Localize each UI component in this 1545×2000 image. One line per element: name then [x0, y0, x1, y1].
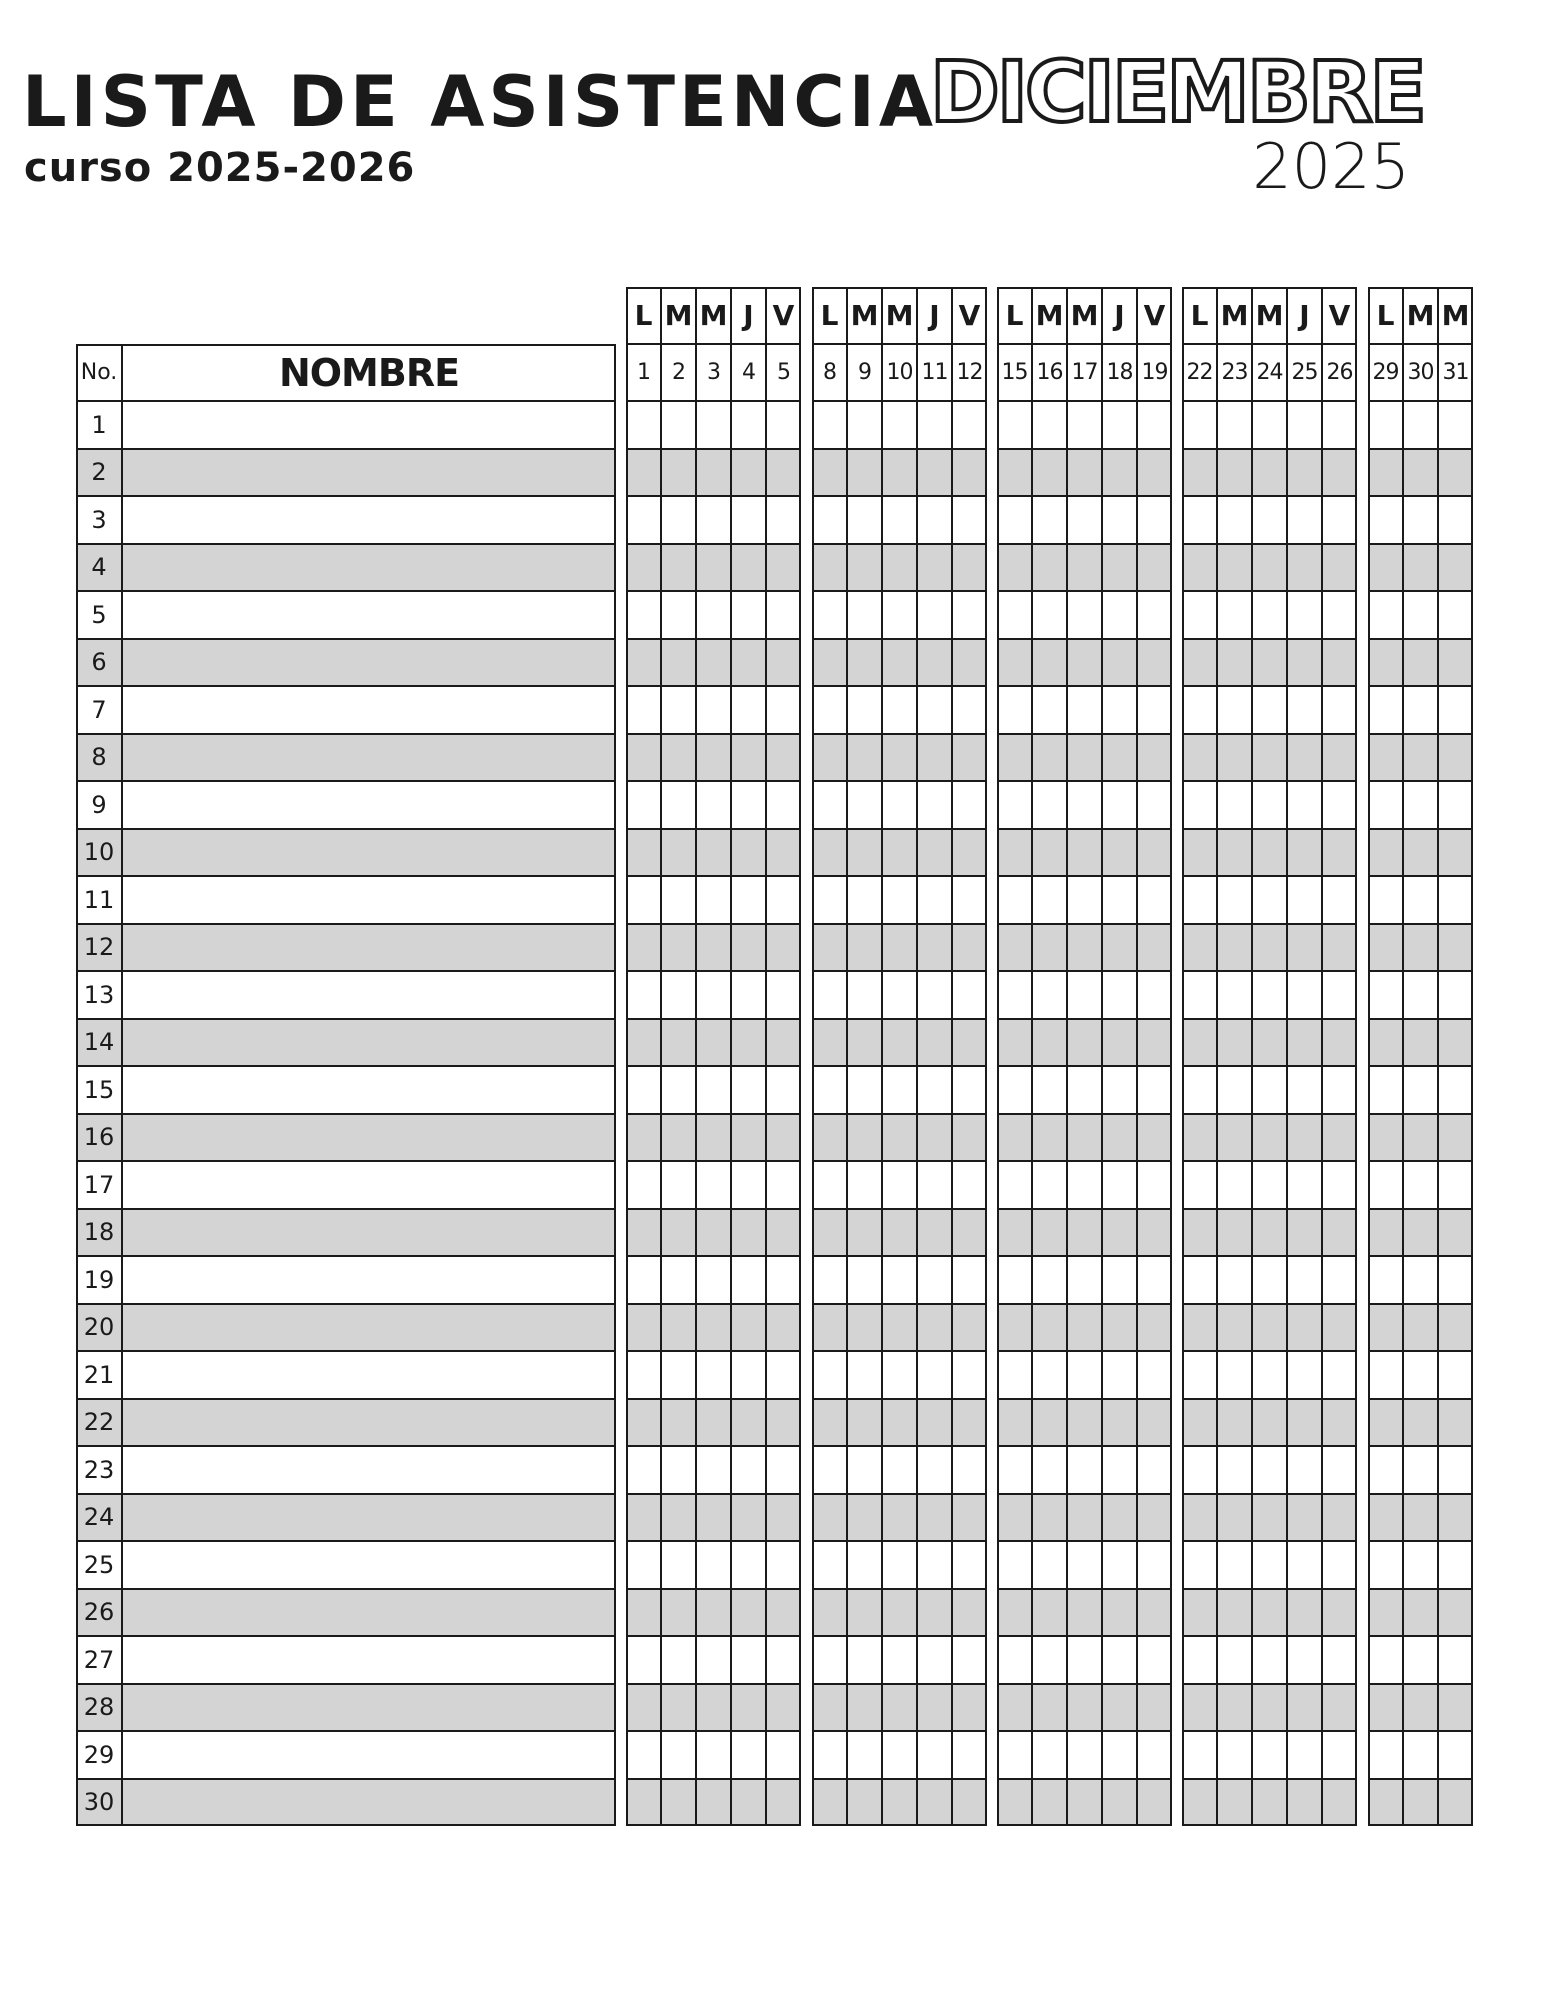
roster-border — [76, 344, 616, 1826]
day-number-label: 18 — [1106, 360, 1133, 385]
row-number: 21 — [83, 1360, 115, 1389]
row-number: 30 — [83, 1788, 115, 1817]
row-number: 20 — [83, 1313, 115, 1342]
weekday-label: J — [1114, 299, 1125, 332]
row-number: 7 — [91, 695, 107, 724]
day-number-label: 4 — [742, 360, 755, 385]
weekday-label: L — [1376, 299, 1395, 332]
row-number: 16 — [83, 1123, 115, 1152]
row-number: 10 — [83, 838, 115, 867]
day-number-label: 3 — [707, 360, 720, 385]
day-number-label: 19 — [1141, 360, 1168, 385]
weekday-label: J — [929, 299, 940, 332]
weekday-label: J — [1299, 299, 1310, 332]
weekday-label: L — [634, 299, 653, 332]
weekday-label: V — [772, 299, 795, 332]
no-header-label: No. — [80, 360, 118, 385]
row-number: 3 — [91, 505, 107, 534]
row-number: 23 — [83, 1455, 115, 1484]
day-number-label: 26 — [1326, 360, 1353, 385]
row-number: 18 — [83, 1218, 115, 1247]
day-number-label: 29 — [1372, 360, 1399, 385]
month-title: DICIEMBRE — [930, 43, 1424, 141]
weekday-label: M — [1070, 299, 1099, 332]
weekday-label: M — [699, 299, 728, 332]
day-number-label: 8 — [823, 360, 836, 385]
day-number-label: 16 — [1036, 360, 1063, 385]
row-number: 25 — [83, 1550, 115, 1579]
weekday-label: M — [1035, 299, 1064, 332]
weekday-label: L — [1005, 299, 1024, 332]
row-number: 12 — [83, 933, 115, 962]
weekday-label: M — [1220, 299, 1249, 332]
week-block-border — [626, 287, 801, 1826]
row-number: 24 — [83, 1503, 115, 1532]
week-block-border — [997, 287, 1172, 1826]
row-number: 11 — [83, 885, 115, 914]
row-number: 15 — [83, 1075, 115, 1104]
day-number-label: 15 — [1001, 360, 1028, 385]
row-number: 28 — [83, 1693, 115, 1722]
weekday-label: M — [1406, 299, 1435, 332]
row-number: 14 — [83, 1028, 115, 1057]
day-number-label: 11 — [921, 360, 948, 385]
day-number-label: 25 — [1291, 360, 1318, 385]
name-header-label: NOMBRE — [278, 350, 460, 395]
page-title: LISTA DE ASISTENCIA — [22, 61, 938, 143]
day-number-label: 5 — [777, 360, 790, 385]
row-number: 22 — [83, 1408, 115, 1437]
day-number-label: 31 — [1442, 360, 1469, 385]
day-number-label: 9 — [858, 360, 871, 385]
row-number: 8 — [91, 743, 107, 772]
weekday-label: M — [664, 299, 693, 332]
weekday-label: V — [1143, 299, 1166, 332]
day-number-label: 22 — [1186, 360, 1213, 385]
weekday-label: V — [958, 299, 981, 332]
week-block-border — [1182, 287, 1357, 1826]
weekday-label: M — [850, 299, 879, 332]
day-number-label: 24 — [1256, 360, 1283, 385]
day-number-label: 12 — [956, 360, 983, 385]
day-number-label: 10 — [886, 360, 913, 385]
weekday-label: M — [1441, 299, 1470, 332]
week-block-border — [812, 287, 987, 1826]
day-number-label: 23 — [1221, 360, 1248, 385]
day-number-label: 2 — [672, 360, 685, 385]
row-number: 2 — [91, 458, 107, 487]
row-number: 26 — [83, 1598, 115, 1627]
row-number: 27 — [83, 1645, 115, 1674]
day-number-label: 17 — [1071, 360, 1098, 385]
day-number-label: 1 — [637, 360, 650, 385]
week-block-border — [1368, 287, 1473, 1826]
row-number: 9 — [91, 790, 107, 819]
weekday-label: J — [743, 299, 754, 332]
row-number: 1 — [91, 410, 107, 439]
weekday-label: L — [820, 299, 839, 332]
weekday-label: M — [1255, 299, 1284, 332]
row-number: 4 — [91, 553, 107, 582]
weekday-label: V — [1328, 299, 1351, 332]
row-number: 19 — [83, 1265, 115, 1294]
row-number: 5 — [91, 600, 107, 629]
row-number: 17 — [83, 1170, 115, 1199]
weekday-label: M — [885, 299, 914, 332]
row-number: 6 — [91, 648, 107, 677]
weekday-label: L — [1190, 299, 1209, 332]
year-label: 2025 — [1252, 130, 1410, 203]
day-number-label: 30 — [1407, 360, 1434, 385]
row-number: 29 — [83, 1740, 115, 1769]
row-number: 13 — [83, 980, 115, 1009]
course-subtitle: curso 2025-2026 — [24, 145, 416, 191]
